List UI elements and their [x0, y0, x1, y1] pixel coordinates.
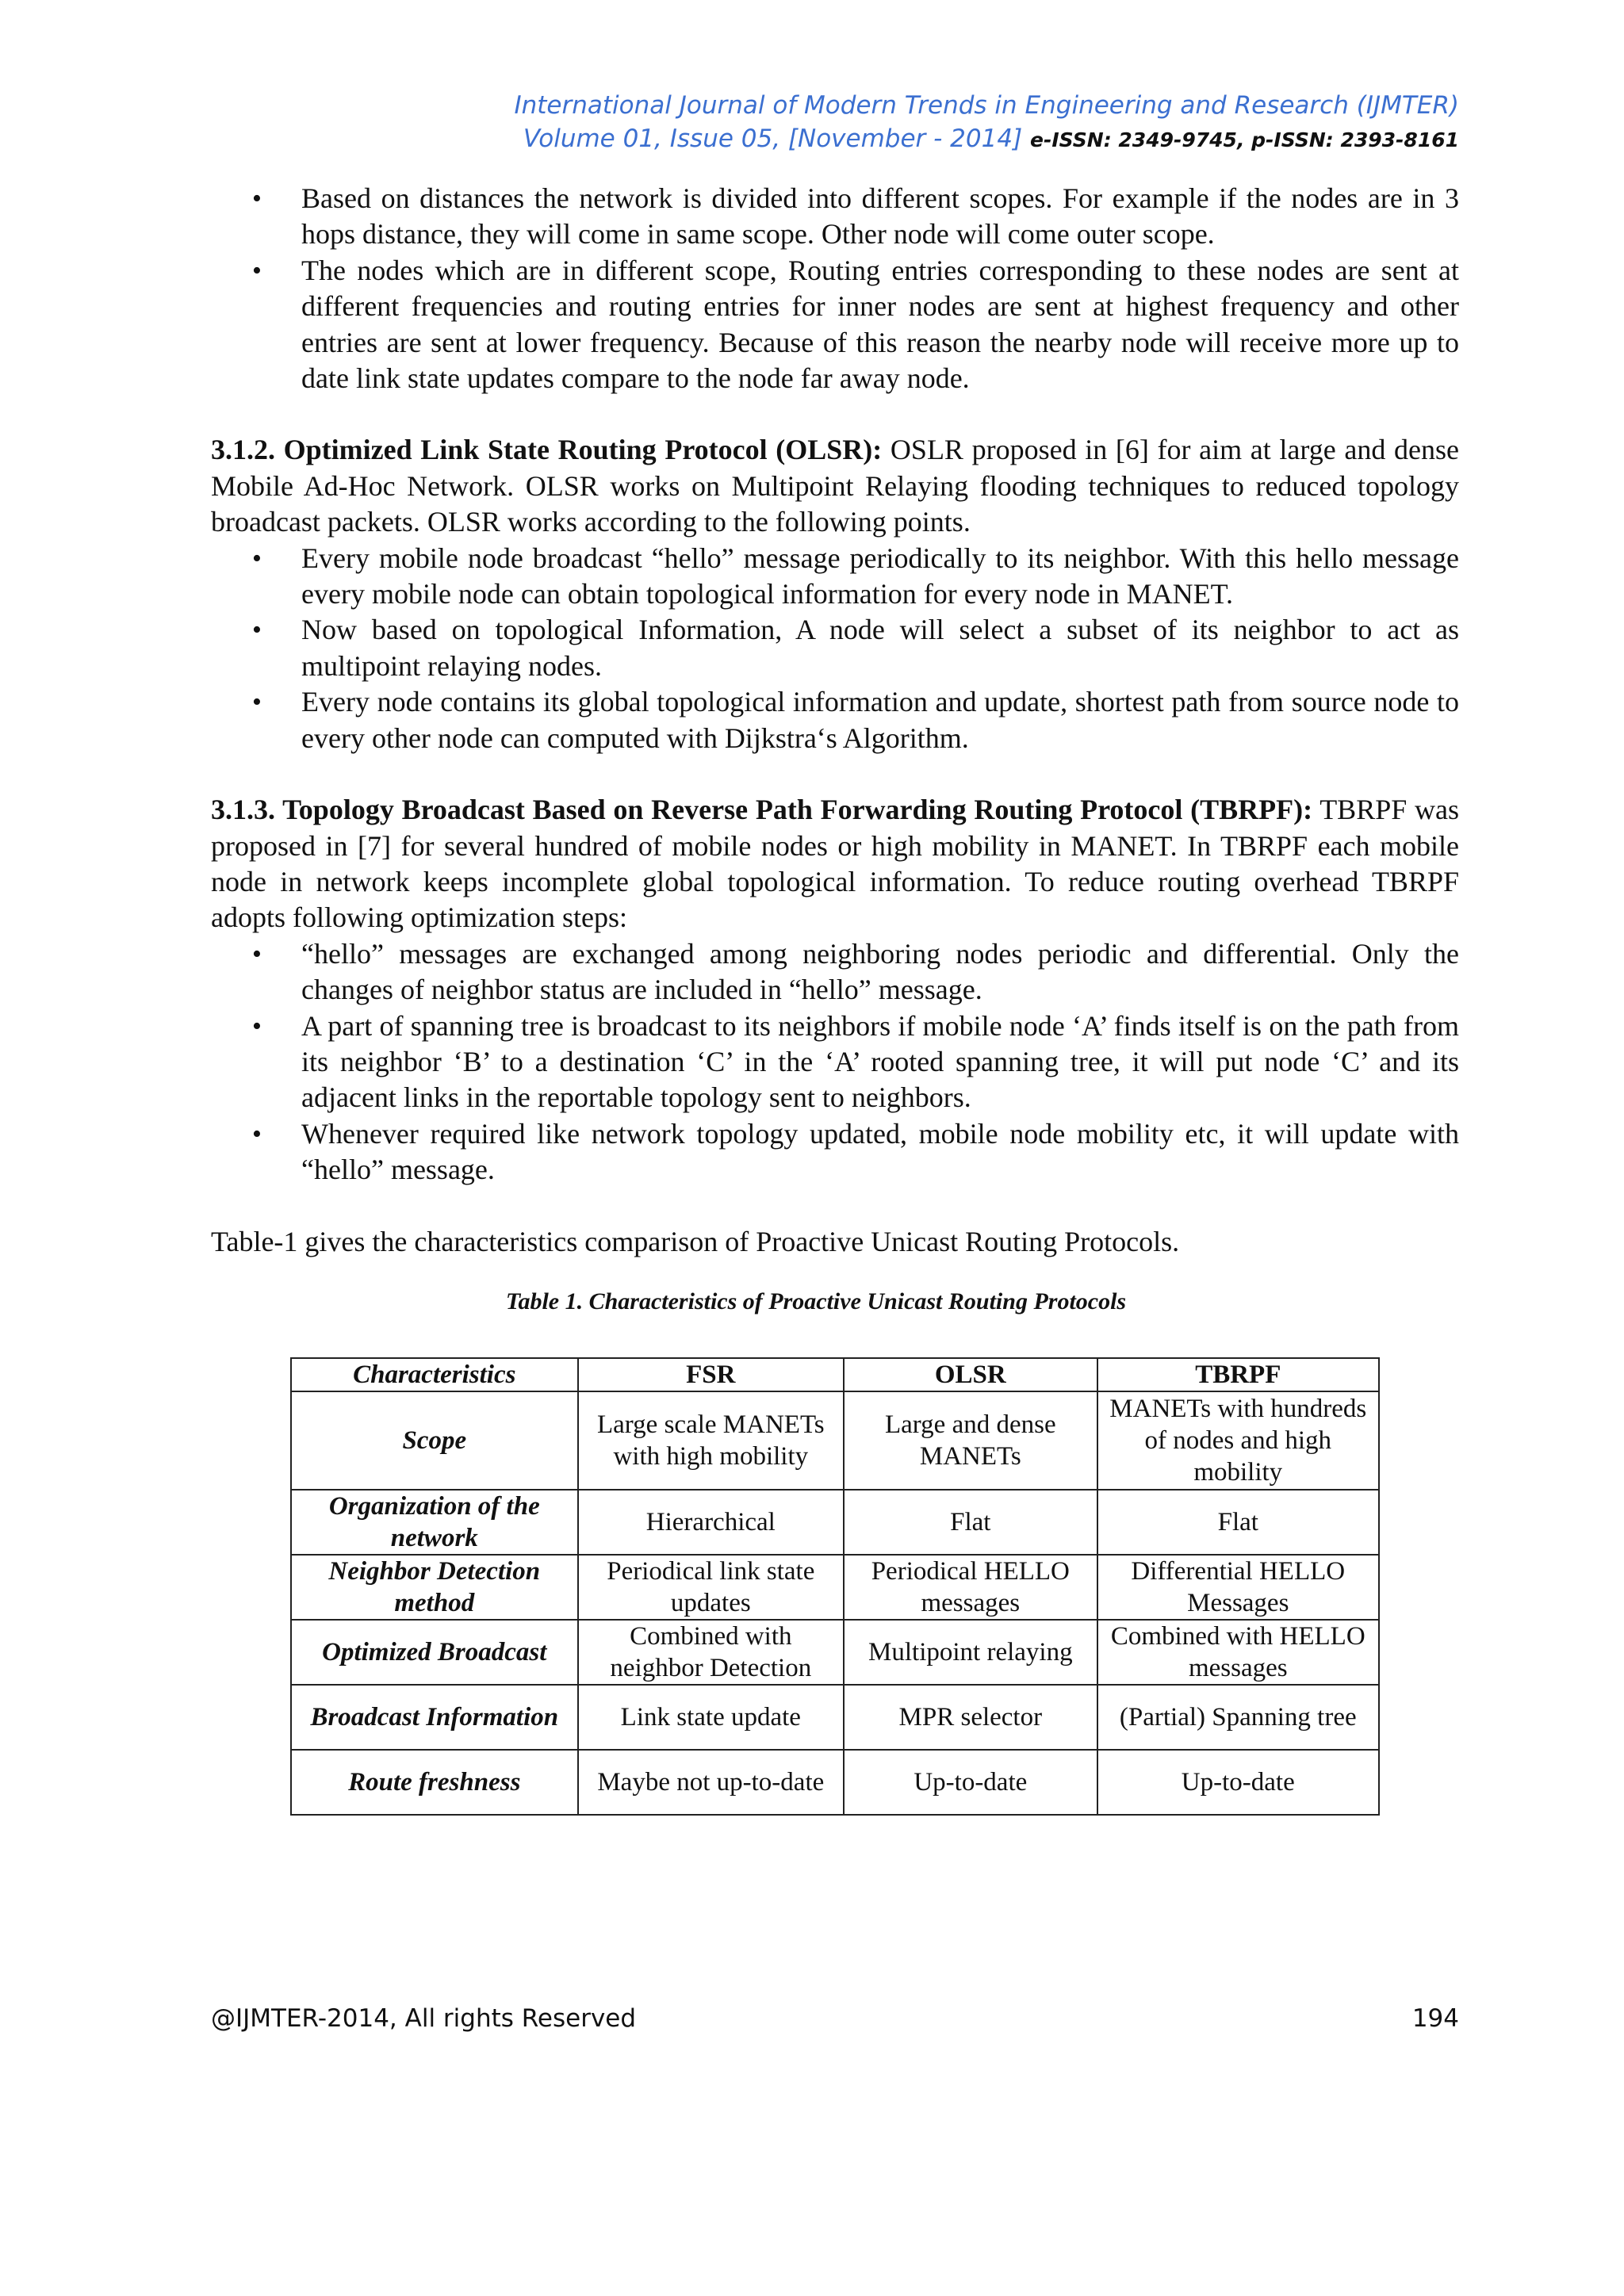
copyright-text: @IJMTER-2014, All rights Reserved [211, 2004, 637, 2033]
page-body [211, 181, 1459, 1348]
table-cell: Flat [844, 1490, 1097, 1555]
page-footer [211, 2004, 1459, 2033]
table-cell: (Partial) Spanning tree [1097, 1685, 1379, 1750]
table-cell: Link state update [578, 1685, 845, 1750]
bullet-icon: • [252, 255, 262, 285]
table-cell: Scope [291, 1391, 578, 1490]
table-cell: Large scale MANETs with high mobility [578, 1391, 845, 1490]
table-cell: Periodical HELLO messages [844, 1555, 1097, 1620]
table-cell: Combined with neighbor Detection [578, 1620, 845, 1685]
list-item: • Every mobile node broadcast “hello” message periodically to its neighbor. With this hello message every mobile node can obtain topological information for every node in MANET. [252, 541, 1459, 610]
table-cell: Broadcast Information [291, 1685, 578, 1750]
bullet-icon: • [252, 543, 262, 573]
table-row [291, 1391, 1379, 1490]
table-cell: Route freshness [291, 1750, 578, 1815]
bullet-icon: • [252, 1119, 262, 1149]
journal-volume: Volume 01, Issue 05, [November - 2014] [523, 124, 1023, 153]
list-item: • Now based on topological Information, A node will select a subset of its neighbor to act as multipoint relaying nodes. [252, 614, 1459, 682]
table-intro: Table-1 gives the characteristics comparison of Proactive Unicast Routing Protocols. [211, 1225, 1180, 1257]
tbrpf-heading: 3.1.3. Topology Broadcast Based on Reverse Path Forwarding Routing Protocol (TBRPF): [211, 794, 1313, 826]
characteristics-table [290, 1357, 1380, 1816]
intro-bullet-list [211, 181, 1459, 396]
table-cell: Multipoint relaying [844, 1620, 1097, 1685]
table-cell: Maybe not up-to-date [578, 1750, 845, 1815]
list-item: • The nodes which are in different scope, Routing entries corresponding to these nodes are sent at different frequencies and routing entries for inner nodes are sent at highest frequency and other entries are sent at lower frequency. Because of this reason the nearby node will receive more up to date link state updates compare to the node far away node. [252, 254, 1459, 395]
olsr-paragraph: 3.1.2. Optimized Link State Routing Protocol (OLSR): OSLR proposed in [6] for aim at large and dense Mobile Ad-Hoc Network. OLSR works on Multipoint Relaying flooding techniques to reduced topology broadcast packets. OLSR works according to the following points. [211, 434, 1459, 538]
page-number: 194 [1411, 2004, 1459, 2033]
list-item: • Every node contains its global topological information and update, shortest path from source node to every other node can computed with Dijkstra‘s Algorithm. [252, 686, 1459, 754]
table-cell: Organization of the network [291, 1490, 578, 1555]
table-cell: MANETs with hundreds of nodes and high mobility [1097, 1391, 1379, 1490]
bullet-icon: • [252, 184, 262, 213]
table-row [291, 1750, 1379, 1815]
table-header-cell: Characteristics [291, 1358, 578, 1391]
bullet-icon: • [252, 687, 262, 718]
bullet-icon: • [252, 939, 262, 969]
tbrpf-bullet-list [211, 936, 1459, 1188]
tbrpf-paragraph: 3.1.3. Topology Broadcast Based on Reverse Path Forwarding Routing Protocol (TBRPF): TBRPF was proposed in [7] for several hundred of mobile nodes or high mobility in MANET. In TBRPF each mobile node in network keeps incomplete global topological information. To reduce routing overhead TBRPF adopts following optimization steps: [211, 794, 1459, 934]
journal-volume-line [206, 122, 1459, 157]
table-cell: Neighbor Detection method [291, 1555, 578, 1620]
bullet-icon: • [252, 1011, 262, 1041]
table-row [291, 1620, 1379, 1685]
table-cell: MPR selector [844, 1685, 1097, 1750]
table-header-row [291, 1358, 1379, 1391]
list-item: • “hello” messages are exchanged among neighboring nodes periodic and differential. Only the changes of neighbor status are included in “hello” message. [252, 937, 1459, 1006]
table-cell: Periodical link state updates [578, 1555, 845, 1620]
journal-header [206, 89, 1459, 157]
list-item: • A part of spanning tree is broadcast to its neighbors if mobile node ‘A’ finds itself is on the path from its neighbor ‘B’ to a destination ‘C’ in the ‘A’ rooted spanning tree, it will put node ‘C’ and its adjacent links in the reportable topology sent to neighbors. [252, 1009, 1459, 1114]
table-row [291, 1555, 1379, 1620]
list-item: • Based on distances the network is divided into different scopes. For example if the nodes are in 3 hops distance, they will come in same scope. Other node will come outer scope. [252, 182, 1459, 251]
table-cell: Up-to-date [844, 1750, 1097, 1815]
table-cell: Up-to-date [1097, 1750, 1379, 1815]
table-cell: Hierarchical [578, 1490, 845, 1555]
table-header-cell: OLSR [844, 1358, 1097, 1391]
table-cell: Large and dense MANETs [844, 1391, 1097, 1490]
table-cell: Differential HELLO Messages [1097, 1555, 1379, 1620]
table-caption: Table 1. Characteristics of Proactive Unicast Routing Protocols [505, 1288, 1127, 1314]
table-header-cell: FSR [578, 1358, 845, 1391]
table-cell: Combined with HELLO messages [1097, 1620, 1379, 1685]
journal-title: International Journal of Modern Trends in Engineering and Research (IJMTER) [514, 91, 1459, 120]
bullet-icon: • [252, 615, 262, 645]
table-row [291, 1685, 1379, 1750]
table-header-cell: TBRPF [1097, 1358, 1379, 1391]
olsr-heading: 3.1.2. Optimized Link State Routing Protocol (OLSR): [211, 434, 883, 466]
table-cell: Optimized Broadcast [291, 1620, 578, 1685]
table-row [291, 1490, 1379, 1555]
journal-issn: e-ISSN: 2349-9745, p-ISSN: 2393-8161 [1030, 128, 1459, 151]
list-item: • Whenever required like network topology updated, mobile node mobility etc, it will update with “hello” message. [252, 1117, 1459, 1186]
olsr-bullet-list [211, 541, 1459, 756]
table-cell: Flat [1097, 1490, 1379, 1555]
